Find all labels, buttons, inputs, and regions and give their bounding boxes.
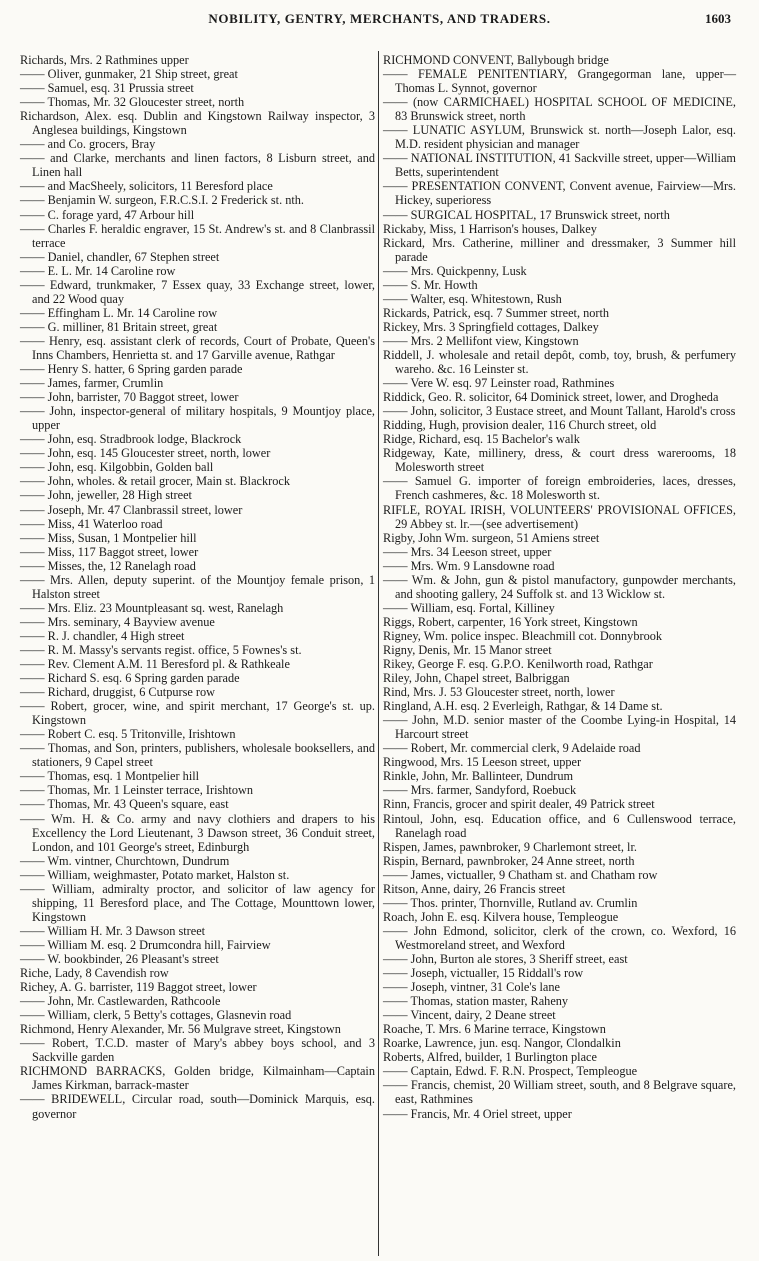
directory-entry: —— Walter, esq. Whitestown, Rush <box>383 291 562 306</box>
directory-entry: Rickards, Patrick, esq. 7 Summer street, north <box>383 305 610 320</box>
directory-entry: —— Benjamin W. surgeon, F.R.C.S.I. 2 Frederick st. nth. <box>20 193 305 208</box>
directory-entry: —— and MacSheely, solicitors, 11 Beresford place <box>20 179 273 194</box>
directory-entry: Roberts, Alfred, builder, 1 Burlington place <box>383 1050 597 1065</box>
directory-entry: RIFLE, ROYAL IRISH, VOLUNTEERS' PROVISIONAL OFFICES, 29 Abbey st. lr.—(see advertisement) <box>383 502 736 531</box>
directory-entry: —— C. forage yard, 47 Arbour hill <box>20 207 195 222</box>
directory-entry: —— John, Mr. Castlewarden, Rathcoole <box>20 994 221 1009</box>
directory-entry: —— John, esq. 145 Gloucester street, north, lower <box>20 446 271 461</box>
directory-entry: —— Miss, 41 Waterloo road <box>20 516 163 531</box>
directory-entry: Rind, Mrs. J. 53 Gloucester street, north, lower <box>383 685 615 700</box>
directory-entry: —— Oliver, gunmaker, 21 Ship street, great <box>20 67 238 82</box>
directory-entry: —— Mrs. Wm. 9 Lansdowne road <box>383 558 555 573</box>
page-number: 1603 <box>705 11 731 26</box>
directory-entry: —— Thomas, esq. 1 Montpelier hill <box>20 769 200 784</box>
directory-entry: —— Richard S. esq. 6 Spring garden parade <box>20 671 240 686</box>
directory-entry: —— John, esq. Kilgobbin, Golden ball <box>20 460 214 475</box>
directory-entry: Rickaby, Miss, 1 Harrison's houses, Dalkey <box>383 221 597 236</box>
directory-entry: —— Thomas, Mr. 43 Queen's square, east <box>20 797 229 812</box>
directory-entry: —— FEMALE PENITENTIARY, Grangegorman lane, upper—Thomas L. Synnot, governor <box>383 67 736 96</box>
directory-entry: Riley, John, Chapel street, Balbriggan <box>383 671 570 686</box>
directory-entry: —— Mrs. Allen, deputy superint. of the Mountjoy female prison, 1 Halston street <box>20 572 375 601</box>
directory-entry: —— John, Burton ale stores, 3 Sheriff street, east <box>383 952 628 966</box>
directory-entry: —— William, weighmaster, Potato market, Halston st. <box>20 867 290 882</box>
directory-entry: —— Rev. Clement A.M. 11 Beresford pl. & Rathkeale <box>20 657 290 672</box>
directory-entry: —— John, wholes. & retail grocer, Main st. Blackrock <box>20 474 290 489</box>
directory-entry: —— Robert, T.C.D. master of Mary's abbey boys school, and 3 Sackville garden <box>20 1036 375 1065</box>
directory-entry: —— R. J. chandler, 4 High street <box>20 628 185 643</box>
directory-entry: —— Henry S. hatter, 6 Spring garden parade <box>20 362 243 377</box>
directory-entry: —— Edward, trunkmaker, 7 Essex quay, 33 Exchange street, lower, and 22 Wood quay <box>20 277 375 306</box>
directory-entry: —— Mrs. 2 Mellifont view, Kingstown <box>383 333 579 348</box>
directory-entry: Rispen, James, pawnbroker, 9 Charlemont street, lr. <box>383 839 637 854</box>
directory-entry: —— William, clerk, 5 Betty's cottages, Glasnevin road <box>20 1008 292 1023</box>
directory-entry: Roarke, Lawrence, jun. esq. Nangor, Clondalkin <box>383 1036 621 1051</box>
directory-entry: Ringwood, Mrs. 15 Leeson street, upper <box>383 755 582 770</box>
directory-entry: —— Effingham L. Mr. 14 Caroline row <box>20 305 218 320</box>
directory-entry: —— Francis, chemist, 20 William street, south, and 8 Belgrave square, east, Rathmines <box>383 1078 736 1107</box>
left-column <box>20 53 375 1121</box>
directory-entry: —— William H. Mr. 3 Dawson street <box>20 923 206 938</box>
column-divider <box>378 51 379 1256</box>
directory-entry: —— James, farmer, Crumlin <box>20 376 164 391</box>
page-header <box>0 0 759 34</box>
directory-entry: —— SURGICAL HOSPITAL, 17 Brunswick street, north <box>383 207 670 222</box>
directory-entry: —— PRESENTATION CONVENT, Convent avenue, Fairview—Mrs. Hickey, superioress <box>383 179 736 208</box>
directory-entry: —— Wm. vintner, Churchtown, Dundrum <box>20 853 230 868</box>
directory-entry: —— John, inspector-general of military hospitals, 9 Mountjoy place, upper <box>20 404 375 433</box>
directory-entry: Richards, Mrs. 2 Rathmines upper <box>20 53 189 67</box>
directory-entry: Rigney, Wm. police inspec. Bleachmill cot. Donnybrook <box>383 628 663 643</box>
directory-entry: —— Mrs. Quickpenny, Lusk <box>383 263 527 278</box>
directory-entry: Ringland, A.H. esq. 2 Everleigh, Rathgar, & 14 Dame st. <box>383 699 663 714</box>
directory-entry: —— William M. esq. 2 Drumcondra hill, Fairview <box>20 937 271 952</box>
directory-entry: —— Richard, druggist, 6 Cutpurse row <box>20 685 216 700</box>
directory-entry: —— Miss, Susan, 1 Montpelier hill <box>20 530 197 545</box>
directory-entry: Ridgeway, Kate, millinery, dress, & court dress warerooms, 18 Molesworth street <box>383 446 736 475</box>
directory-entry: —— John, solicitor, 3 Eustace street, and Mount Tallant, Harold's cross <box>383 404 736 419</box>
directory-entry: —— Samuel G. importer of foreign embroideries, laces, dresses, French cashmeres, &c. 18 Molesworth st. <box>383 474 736 503</box>
directory-entry: Ritson, Anne, dairy, 26 Francis street <box>383 881 566 896</box>
directory-entry: —— (now CARMICHAEL) HOSPITAL SCHOOL OF MEDICINE, 83 Brunswick street, north <box>383 95 736 124</box>
directory-entry: —— S. Mr. Howth <box>383 277 478 292</box>
directory-entry: —— Joseph, vintner, 31 Cole's lane <box>383 980 560 995</box>
directory-entry: Ridding, Hugh, provision dealer, 116 Church street, old <box>383 418 657 433</box>
directory-entry: Rinn, Francis, grocer and spirit dealer, 49 Patrick street <box>383 797 655 812</box>
directory-entry: —— G. milliner, 81 Britain street, great <box>20 319 218 334</box>
directory-entry: Ridge, Richard, esq. 15 Bachelor's walk <box>383 432 580 447</box>
directory-entry: —— and Co. grocers, Bray <box>20 137 156 152</box>
directory-entry: —— Thomas, Mr. 32 Gloucester street, north <box>20 95 245 110</box>
directory-entry: —— Vincent, dairy, 2 Deane street <box>383 1008 556 1023</box>
directory-entry: Rikey, George F. esq. G.P.O. Kenilworth road, Rathgar <box>383 657 653 672</box>
directory-entry: —— BRIDEWELL, Circular road, south—Dominick Marquis, esq. governor <box>20 1092 375 1121</box>
directory-entry: —— Samuel, esq. 31 Prussia street <box>20 81 194 96</box>
directory-entry: —— John, esq. Stradbrook lodge, Blackrock <box>20 432 242 447</box>
directory-entry: —— Henry, esq. assistant clerk of records, Court of Probate, Queen's Inns Chambers, Henrietta st. and 17 Garville avenue, Rathgar <box>20 333 375 362</box>
directory-entry: —— Joseph, victualler, 15 Riddall's row <box>383 966 584 981</box>
directory-entry: —— James, victualler, 9 Chatham st. and Chatham row <box>383 867 658 882</box>
directory-entry: Riddell, J. wholesale and retail depôt, comb, toy, brush, & perfumery wareho. &c. 16 Leinster st. <box>383 347 736 377</box>
directory-entry: —— William, admiralty proctor, and solicitor of law agency for shipping, 11 Beresford place, and The Cottage, Mounttown lower, Kingstown <box>20 881 375 924</box>
directory-entry: —— and Clarke, merchants and linen factors, 8 Lisburn street, and Linen hall <box>20 151 375 180</box>
directory-entry: —— R. M. Massy's servants regist. office, 5 Fownes's st. <box>20 642 302 657</box>
directory-entry: —— Captain, Edwd. F. R.N. Prospect, Templeogue <box>383 1064 638 1079</box>
directory-entry: —— NATIONAL INSTITUTION, 41 Sackville street, upper—William Betts, superintendent <box>383 151 736 180</box>
directory-entry: —— Daniel, chandler, 67 Stephen street <box>20 249 220 264</box>
directory-entry: Roache, T. Mrs. 6 Marine terrace, Kingstown <box>383 1022 606 1037</box>
directory-entry: Rickey, Mrs. 3 Springfield cottages, Dalkey <box>383 319 599 334</box>
directory-entry: —— Vere W. esq. 97 Leinster road, Rathmines <box>383 376 615 391</box>
directory-entry: —— Robert, Mr. commercial clerk, 9 Adelaide road <box>383 741 641 756</box>
directory-entry: —— Francis, Mr. 4 Oriel street, upper <box>383 1106 572 1121</box>
page-title: NOBILITY, GENTRY, MERCHANTS, AND TRADERS. <box>208 11 551 26</box>
directory-entry: —— Thos. printer, Thornville, Rutland av. Crumlin <box>383 895 638 910</box>
directory-entry: —— Robert C. esq. 5 Tritonville, Irishtown <box>20 727 236 742</box>
directory-entry: —— LUNATIC ASYLUM, Brunswick st. north—Joseph Lalor, esq. M.D. resident physician and manager <box>383 123 736 152</box>
directory-entry: —— Thomas, Mr. 1 Leinster terrace, Irishtown <box>20 783 254 798</box>
directory-entry: Rintoul, John, esq. Education office, and 6 Cullenswood terrace, Ranelagh road <box>383 811 736 840</box>
directory-entry: —— W. bookbinder, 26 Pleasant's street <box>20 952 219 966</box>
directory-entry: —— Robert, grocer, wine, and spirit merchant, 17 George's st. up. Kingstown <box>20 699 375 728</box>
directory-entry: RICHMOND CONVENT, Ballybough bridge <box>383 53 609 67</box>
directory-entry: —— Joseph, Mr. 47 Clanbrassil street, lower <box>20 502 243 517</box>
directory-entry: Rispin, Bernard, pawnbroker, 24 Anne street, north <box>383 853 635 868</box>
directory-entry: Riddick, Geo. R. solicitor, 64 Dominick street, lower, and Drogheda <box>383 390 719 405</box>
directory-entry: Richardson, Alex. esq. Dublin and Kingstown Railway inspector, 3 Anglesea buildings, Kingstown <box>20 109 375 138</box>
directory-entry: Riggs, Robert, carpenter, 16 York street, Kingstown <box>383 614 638 629</box>
directory-entry: Riche, Lady, 8 Cavendish row <box>20 966 169 981</box>
directory-entry: —— Thomas, and Son, printers, publishers, wholesale booksellers, and stationers, 9 Capel street <box>20 741 375 770</box>
directory-entry: Rigby, John Wm. surgeon, 51 Amiens street <box>383 530 600 545</box>
directory-entry: —— Wm. & John, gun & pistol manufactory, gunpowder merchants, and shooting gallery, 24 Suffolk st. and 13 Wicklow st. <box>383 572 736 601</box>
directory-entry: Richey, A. G. barrister, 119 Baggot street, lower <box>20 980 257 995</box>
directory-entry: Roach, John E. esq. Kilvera house, Templeogue <box>383 909 619 924</box>
directory-entry: Richmond, Henry Alexander, Mr. 56 Mulgrave street, Kingstown <box>20 1022 341 1037</box>
directory-entry: Rigny, Denis, Mr. 15 Manor street <box>383 642 552 657</box>
directory-entry: —— Wm. H. & Co. army and navy clothiers and drapers to his Excellency the Lord Lieutenant, 3 Dawson street, 36 Conduit street, London, and 101 George's street, Edinburgh <box>20 811 375 854</box>
directory-entry: —— John, M.D. senior master of the Coombe Lying-in Hospital, 14 Harcourt street <box>383 713 736 742</box>
directory-entry: —— John, jeweller, 28 High street <box>20 488 192 503</box>
directory-entry: —— E. L. Mr. 14 Caroline row <box>20 263 176 278</box>
directory-entry: RICHMOND BARRACKS, Golden bridge, Kilmainham—Captain James Kirkman, barrack-master <box>20 1064 375 1093</box>
directory-entry: —— John, barrister, 70 Baggot street, lower <box>20 390 239 405</box>
directory-entry: Rickard, Mrs. Catherine, milliner and dressmaker, 3 Summer hill parade <box>383 235 736 264</box>
directory-entry: —— Misses, the, 12 Ranelagh road <box>20 558 196 573</box>
directory-entry: —— William, esq. Fortal, Killiney <box>383 600 555 615</box>
directory-entry: —— John Edmond, solicitor, clerk of the crown, co. Wexford, 16 Westmoreland street, and Wexford <box>383 923 736 952</box>
directory-entry: —— Mrs. Eliz. 23 Mountpleasant sq. west, Ranelagh <box>20 600 284 615</box>
directory-entry: —— Mrs. farmer, Sandyford, Roebuck <box>383 783 577 798</box>
directory-entry: —— Mrs. seminary, 4 Bayview avenue <box>20 614 215 629</box>
directory-entry: —— Mrs. 34 Leeson street, upper <box>383 544 552 559</box>
directory-entry: Rinkle, John, Mr. Ballinteer, Dundrum <box>383 769 574 784</box>
directory-entry: —— Miss, 117 Baggot street, lower <box>20 544 199 559</box>
directory-entry: —— Charles F. heraldic engraver, 15 St. Andrew's st. and 8 Clanbrassil terrace <box>20 221 375 250</box>
right-column <box>383 53 736 1121</box>
directory-entry: —— Thomas, station master, Raheny <box>383 994 569 1009</box>
